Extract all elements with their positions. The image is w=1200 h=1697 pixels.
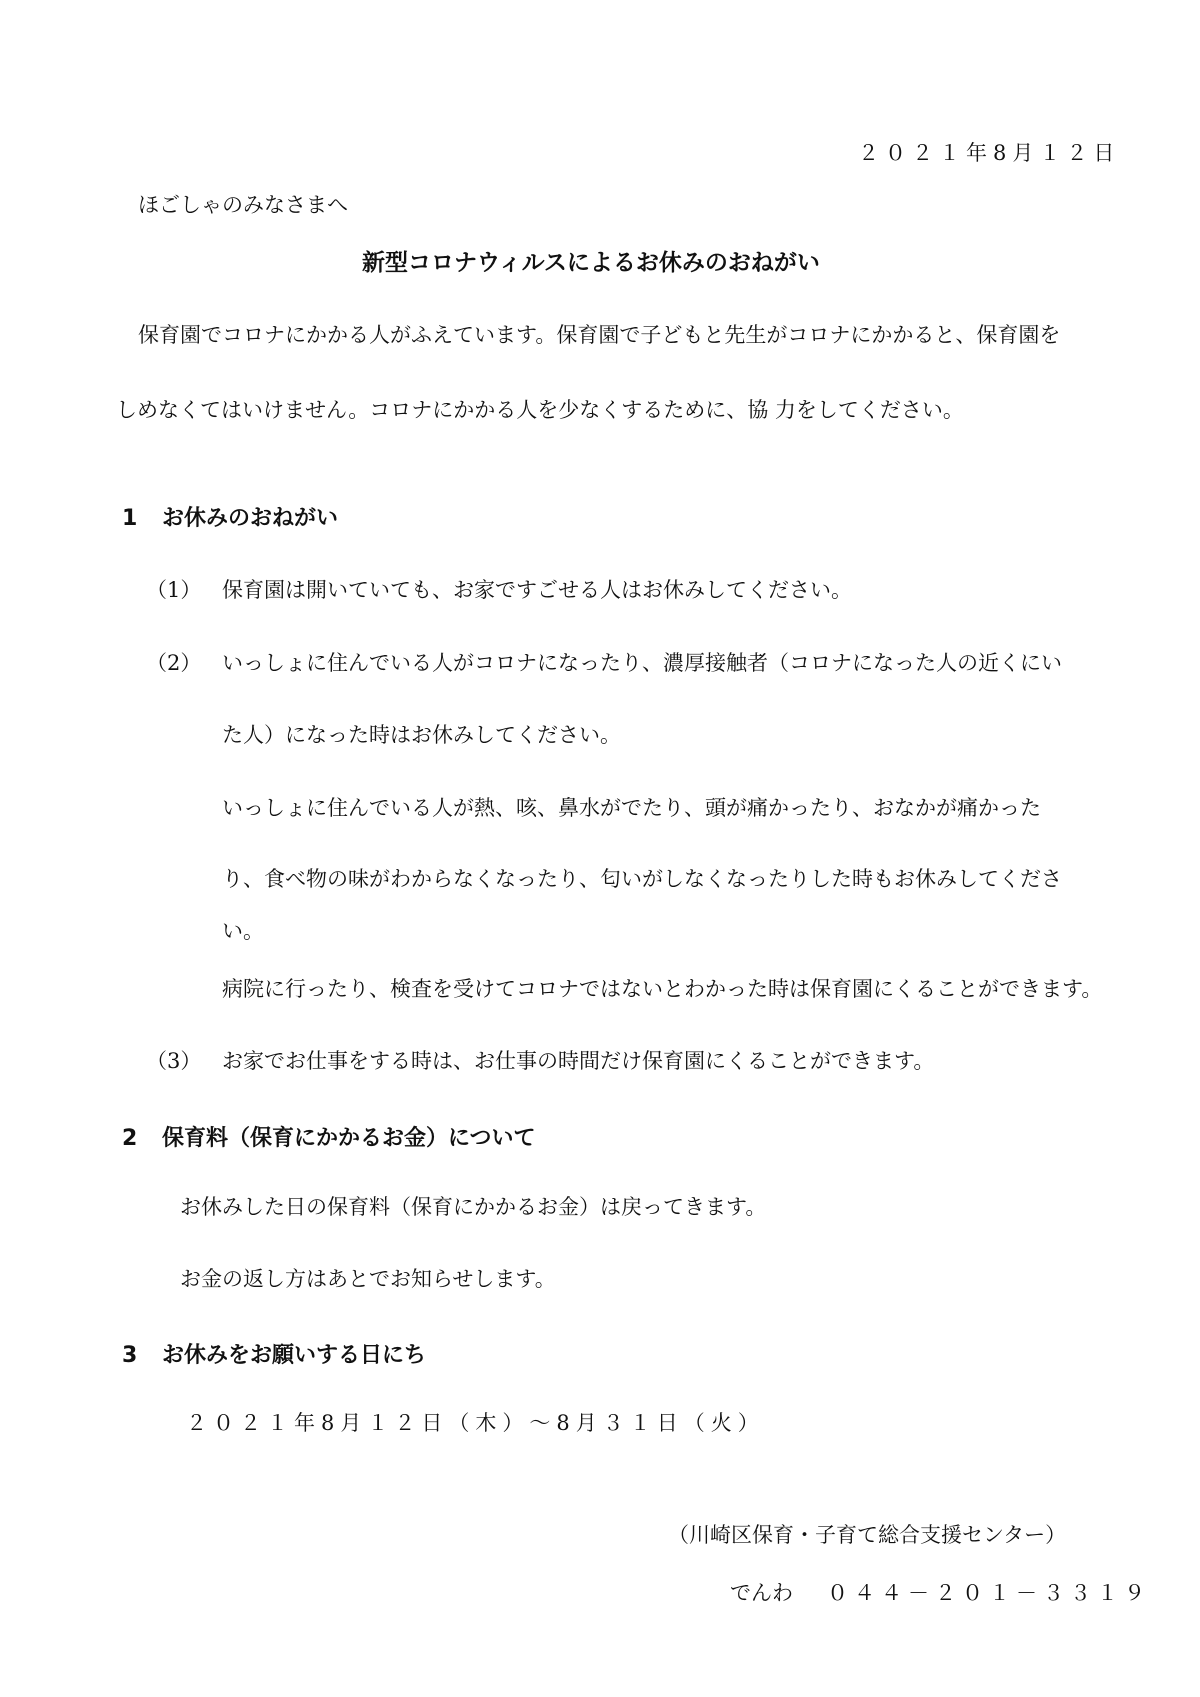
item-1-marker: （1） — [146, 578, 202, 602]
section-1-number: 1 — [122, 506, 138, 531]
organization-name: （川崎区保育・子育て総合支援センター） — [668, 1523, 1067, 1547]
section-2-heading — [122, 1126, 536, 1152]
item-3-text: お家でお仕事をする時は、お仕事の時間だけ保育園にくることができます。 — [222, 1049, 935, 1073]
phone-label: でんわ — [730, 1581, 793, 1605]
item-2-marker: （2） — [146, 651, 202, 675]
section-3-number: 3 — [122, 1343, 138, 1368]
section-3-title: お休みをお願いする日にち — [162, 1343, 427, 1368]
section-1-title: お休みのおねがい — [162, 506, 339, 531]
item-2-line-4: り、食べ物の味がわからなくなったり、匂いがしなくなったりした時もお休みしてくださ — [222, 867, 1062, 891]
item-2-line-3: いっしょに住んでいる人が熱、咳、鼻水がでたり、頭が痛かったり、おなかが痛かった — [222, 796, 1041, 820]
item-2-line-6: 病院に行ったり、検査を受けてコロナではないとわかった時は保育園にくることができます。 — [222, 977, 1103, 1001]
section-2-number: 2 — [122, 1126, 138, 1151]
section-2-title: 保育料（保育にかかるお金）について — [162, 1126, 536, 1151]
addressee: ほごしゃのみなさまへ — [138, 193, 348, 217]
item-2-line-1: いっしょに住んでいる人がコロナになったり、濃厚接触者（コロナになった人の近くにい — [222, 651, 1062, 675]
section-1-heading — [122, 506, 338, 532]
section-2-line-1: お休みした日の保育料（保育にかかるお金）は戻ってきます。 — [180, 1195, 767, 1219]
phone-line — [730, 1580, 1151, 1606]
item-1-text: 保育園は開いていても、お家ですごせる人はお休みしてください。 — [222, 578, 852, 602]
item-2-line-2: た人）になった時はお休みしてください。 — [222, 723, 621, 747]
section-3-heading — [122, 1343, 426, 1369]
item-3-marker: （3） — [146, 1049, 202, 1073]
document-title: 新型コロナウィルスによるお休みのおねがい — [362, 250, 820, 276]
closure-dates: ２０２１年8月１２日（木）～8月３１日（火） — [186, 1411, 765, 1435]
section-2-line-2: お金の返し方はあとでお知らせします。 — [180, 1267, 556, 1291]
intro-line-1: 保育園でコロナにかかる人がふえています。保育園で子どもと先生がコロナにかかると、保育園を — [138, 323, 1061, 347]
document-date: ２０２１年8月１２日 — [858, 141, 1121, 165]
item-2-line-5: い。 — [222, 919, 264, 943]
phone-number: ０４４－２０１－３３１９ — [827, 1581, 1151, 1605]
intro-line-2: しめなくてはいけません。コロナにかかる人を少なくするために、協 力をしてください。 — [116, 398, 964, 422]
